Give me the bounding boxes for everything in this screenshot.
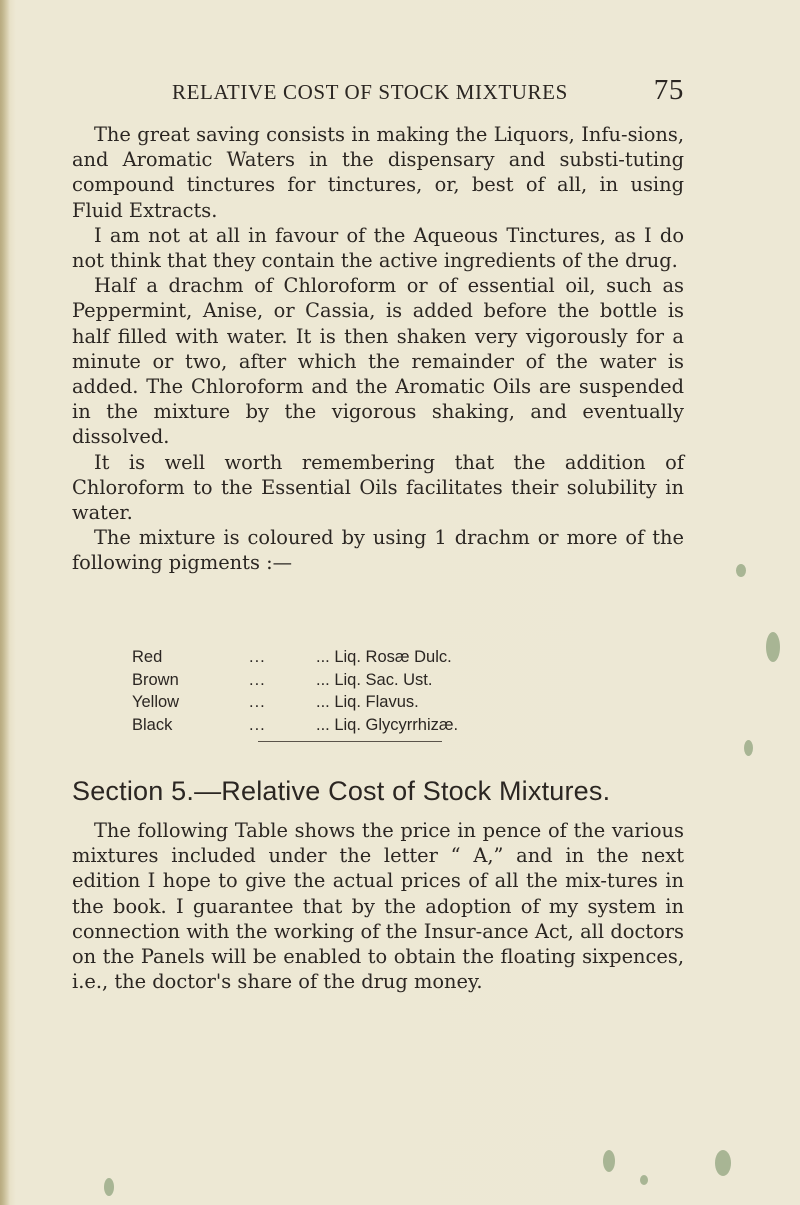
paragraph: The following Table shows the price in pence of the various mixtures included under the letter “ A,” and in the next edition I hope to give the actual prices of all the mix-tures in the book. I guarantee that by the adoption of my system in connection with the working of the Insur-ance Act, all doctors on the Panels will be enabled to obtain the floating sixpences, i.e., the doctor's share of the drug money. <box>72 819 684 994</box>
stain-mark <box>744 740 753 756</box>
page-gutter-shadow <box>0 0 10 1205</box>
pigment-liquor: ... Liq. Flavus. <box>316 693 419 711</box>
running-header <box>172 76 684 116</box>
pigment-row <box>132 691 632 714</box>
pigment-leader-dots: ... <box>249 715 266 734</box>
pigment-color: Red <box>132 648 163 666</box>
pigment-list <box>132 646 632 736</box>
paragraph: I am not at all in favour of the Aqueous Tinctures, as I do not think that they contain the active ingredients of the drug. <box>72 223 684 273</box>
pigment-liquor: ... Liq. Sac. Ust. <box>316 670 433 689</box>
stain-mark <box>603 1150 615 1172</box>
pigment-color: Black <box>132 715 173 734</box>
paragraph: It is well worth remembering that the addition of Chloroform to the Essential Oils facilitates their solubility in water. <box>72 450 684 525</box>
pigment-row <box>132 714 632 737</box>
running-title: RELATIVE COST OF STOCK MIXTURES <box>172 80 568 104</box>
pigment-row <box>132 669 632 692</box>
paragraph: The mixture is coloured by using 1 drachm or more of the following pigments :— <box>72 526 684 575</box>
stain-mark <box>736 564 746 577</box>
pigment-color: Brown <box>132 670 179 689</box>
paragraph: The great saving consists in making the Liquors, Infu-sions, and Aromatic Waters in the dispensary and substi-tuting compound tinctures for tinctures, or, best of all, in using Fluid Extracts. <box>72 123 684 222</box>
section-text <box>72 818 684 994</box>
stain-mark <box>766 632 780 662</box>
pigment-liquor: ... Liq. Rosæ Dulc. <box>316 648 452 666</box>
pigment-liquor: ... Liq. Glycyrrhizæ. <box>316 715 459 734</box>
section-heading: Section 5.—Relative Cost of Stock Mixtures. <box>72 776 611 806</box>
section-divider <box>258 741 442 742</box>
paragraph: Half a drachm of Chloroform or of essential oil, such as Peppermint, Anise, or Cassia, is added before the bottle is half filled with water. It is then shaken very vigorously for a minute or two, after which the remainder of the water is added. The Chloroform and the Aromatic Oils are suspended in the mixture by the vigorous shaking, and eventually dissolved. <box>72 274 684 449</box>
pigment-color: Yellow <box>132 693 180 711</box>
stain-mark <box>104 1178 114 1196</box>
pigment-row <box>132 646 632 669</box>
stain-mark <box>715 1150 731 1176</box>
stain-mark <box>640 1175 648 1185</box>
main-text <box>72 122 684 576</box>
pigment-leader-dots: ... <box>249 670 266 689</box>
pigment-leader-dots: ... <box>249 693 266 711</box>
pigment-leader-dots: ... <box>249 648 266 666</box>
page-number: 75 <box>653 74 684 106</box>
